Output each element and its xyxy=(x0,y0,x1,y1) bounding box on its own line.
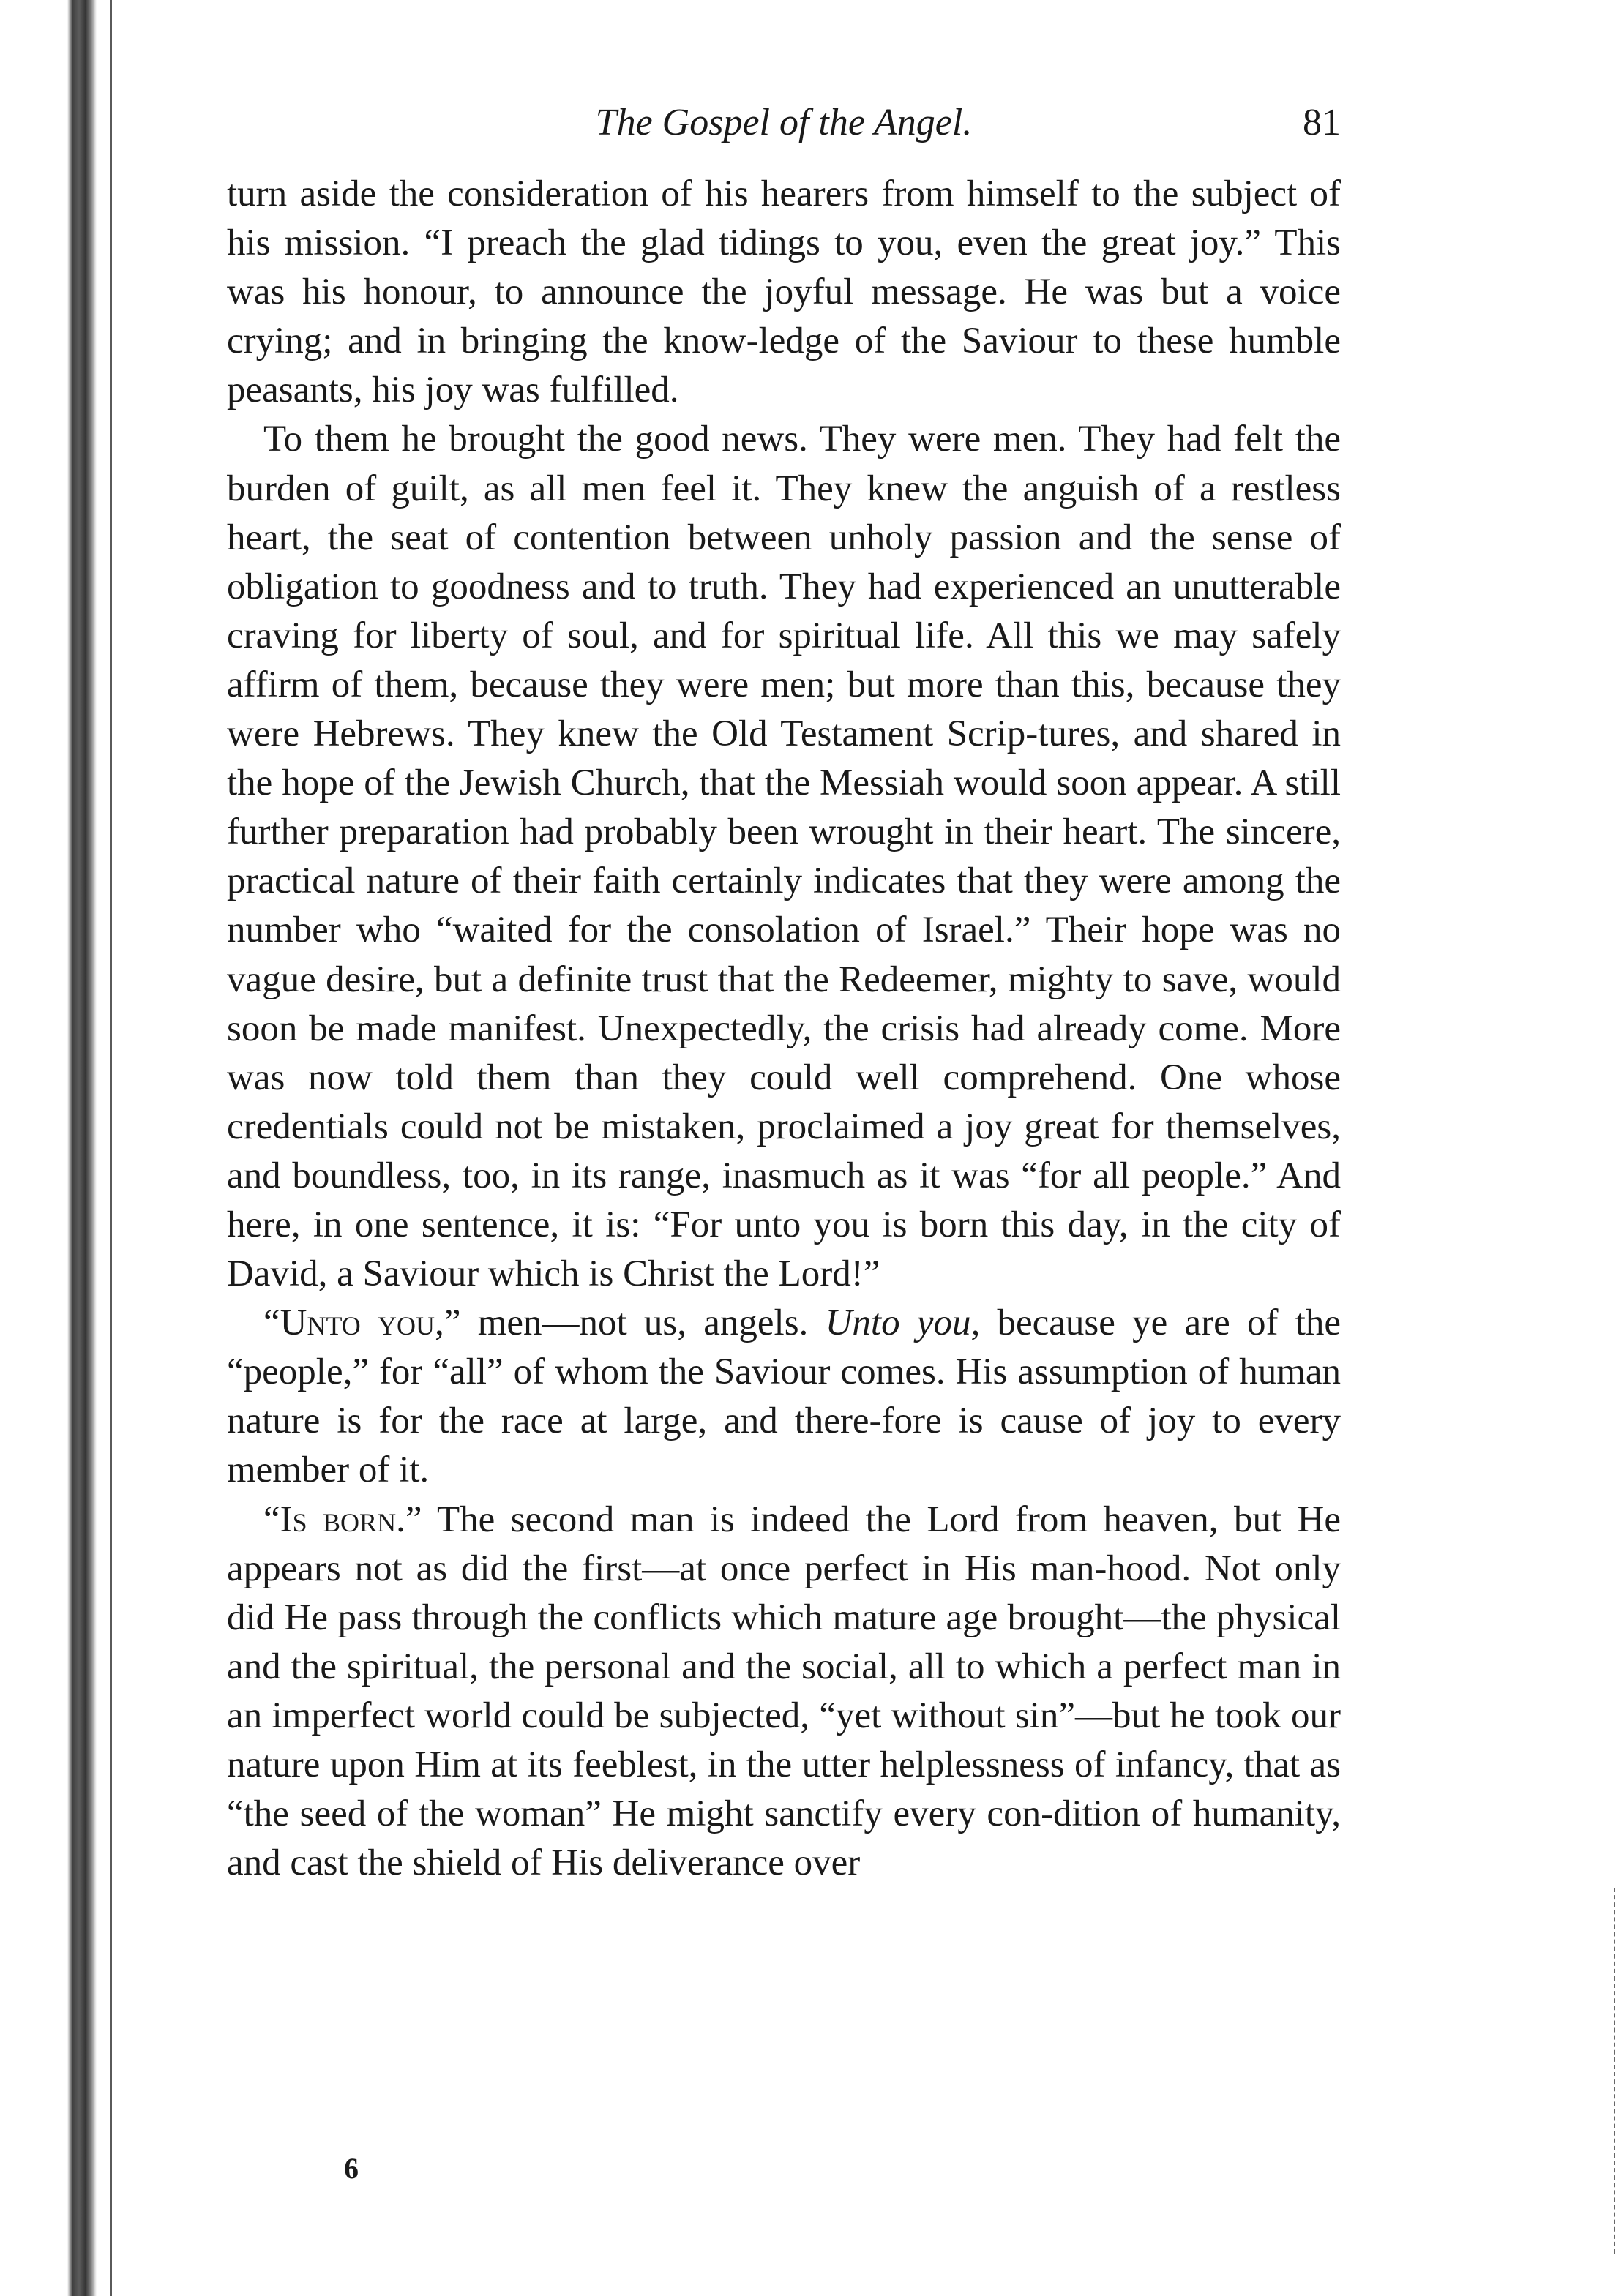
paragraph-4-smallcaps: Is born. xyxy=(280,1498,405,1540)
binding-line xyxy=(110,0,112,2296)
paragraph-1 xyxy=(227,170,1341,415)
paragraph-4-open-quote: “ xyxy=(263,1498,280,1540)
running-title: The Gospel of the Angel. xyxy=(595,102,973,143)
binding-edge xyxy=(67,0,97,2296)
paragraph-1-text: turn aside the consideration of his hearers from himself to the subject of his mission. “I preach the glad tidings to you, even the great joy.” This was his honour, to announce the joyful message. He was but a voice crying; and in bringing the know-ledge of the Saviour to these humble peasants, his joy was fulfilled. xyxy=(227,173,1341,411)
paragraph-3-after-smallcaps: ” men—not us, angels. xyxy=(444,1302,826,1344)
paragraph-2-text: To them he brought the good news. They were men. They had felt the burden of guilt, as all men feel it. They knew the anguish of a restless heart, the seat of contention between unholy passion and the sense of obligation to goodness and to truth. They had experienced an unutterable craving for liberty of soul, and for spiritual life. All this we may safely affirm of them, because they were men; but more than this, because they were Hebrews. They knew the Old Testament Scrip-tures, and shared in the hope of the Jewish Church, that the Messiah would soon appear. A still further preparation had probably been wrought in their heart. The sincere, practical nature of their faith certainly indicates that they were among the number who “waited for the consolation of Israel.” Their hope was no vague desire, but a definite trust that the Redeemer, mighty to save, would soon be made manifest. Unexpectedly, the crisis had already come. More was now told them than they could well comprehend. One whose credentials could not be mistaken, proclaimed a joy great for themselves, and boundless, too, in its range, inasmuch as it was “for all people.” And here, in one sentence, it is: “For unto you is born this day, in the city of David, a Saviour which is Christ the Lord!” xyxy=(227,419,1341,1295)
paragraph-2 xyxy=(227,415,1341,1299)
paragraph-3 xyxy=(227,1299,1341,1495)
paragraph-3-italic: Unto you, xyxy=(825,1302,981,1344)
paragraph-4-rest: ” The second man is indeed the Lord from heaven, but He appears not as did the first—at once perfect in His man-hood. Not only did He pass through the conflicts which mature age brought—the physical and the spiritual, the personal and the social, all to which a perfect man in an imperfect world could be subjected, “yet without sin”—but he took our nature upon Him at its feeblest, in the utter helplessness of infancy, that as “the seed of the woman” He might sanctify every con-dition of humanity, and cast the shield of His deliverance over xyxy=(227,1498,1342,1884)
paragraph-3-open-quote: “ xyxy=(263,1302,280,1344)
paragraph-4 xyxy=(227,1496,1341,1888)
paragraph-3-smallcaps: Unto you, xyxy=(280,1302,444,1344)
body-text xyxy=(227,170,1341,1888)
signature-mark: 6 xyxy=(344,2152,359,2185)
page-edge-right xyxy=(1614,1888,1617,2254)
paragraph-3-rest: because ye are of the “people,” for “all” of whom the Saviour comes. His assumption of human nature is for the race at large, and there-fore is cause of joy to every member of it. xyxy=(227,1302,1342,1491)
page-header xyxy=(227,101,1341,152)
page-number: 81 xyxy=(1303,102,1341,143)
